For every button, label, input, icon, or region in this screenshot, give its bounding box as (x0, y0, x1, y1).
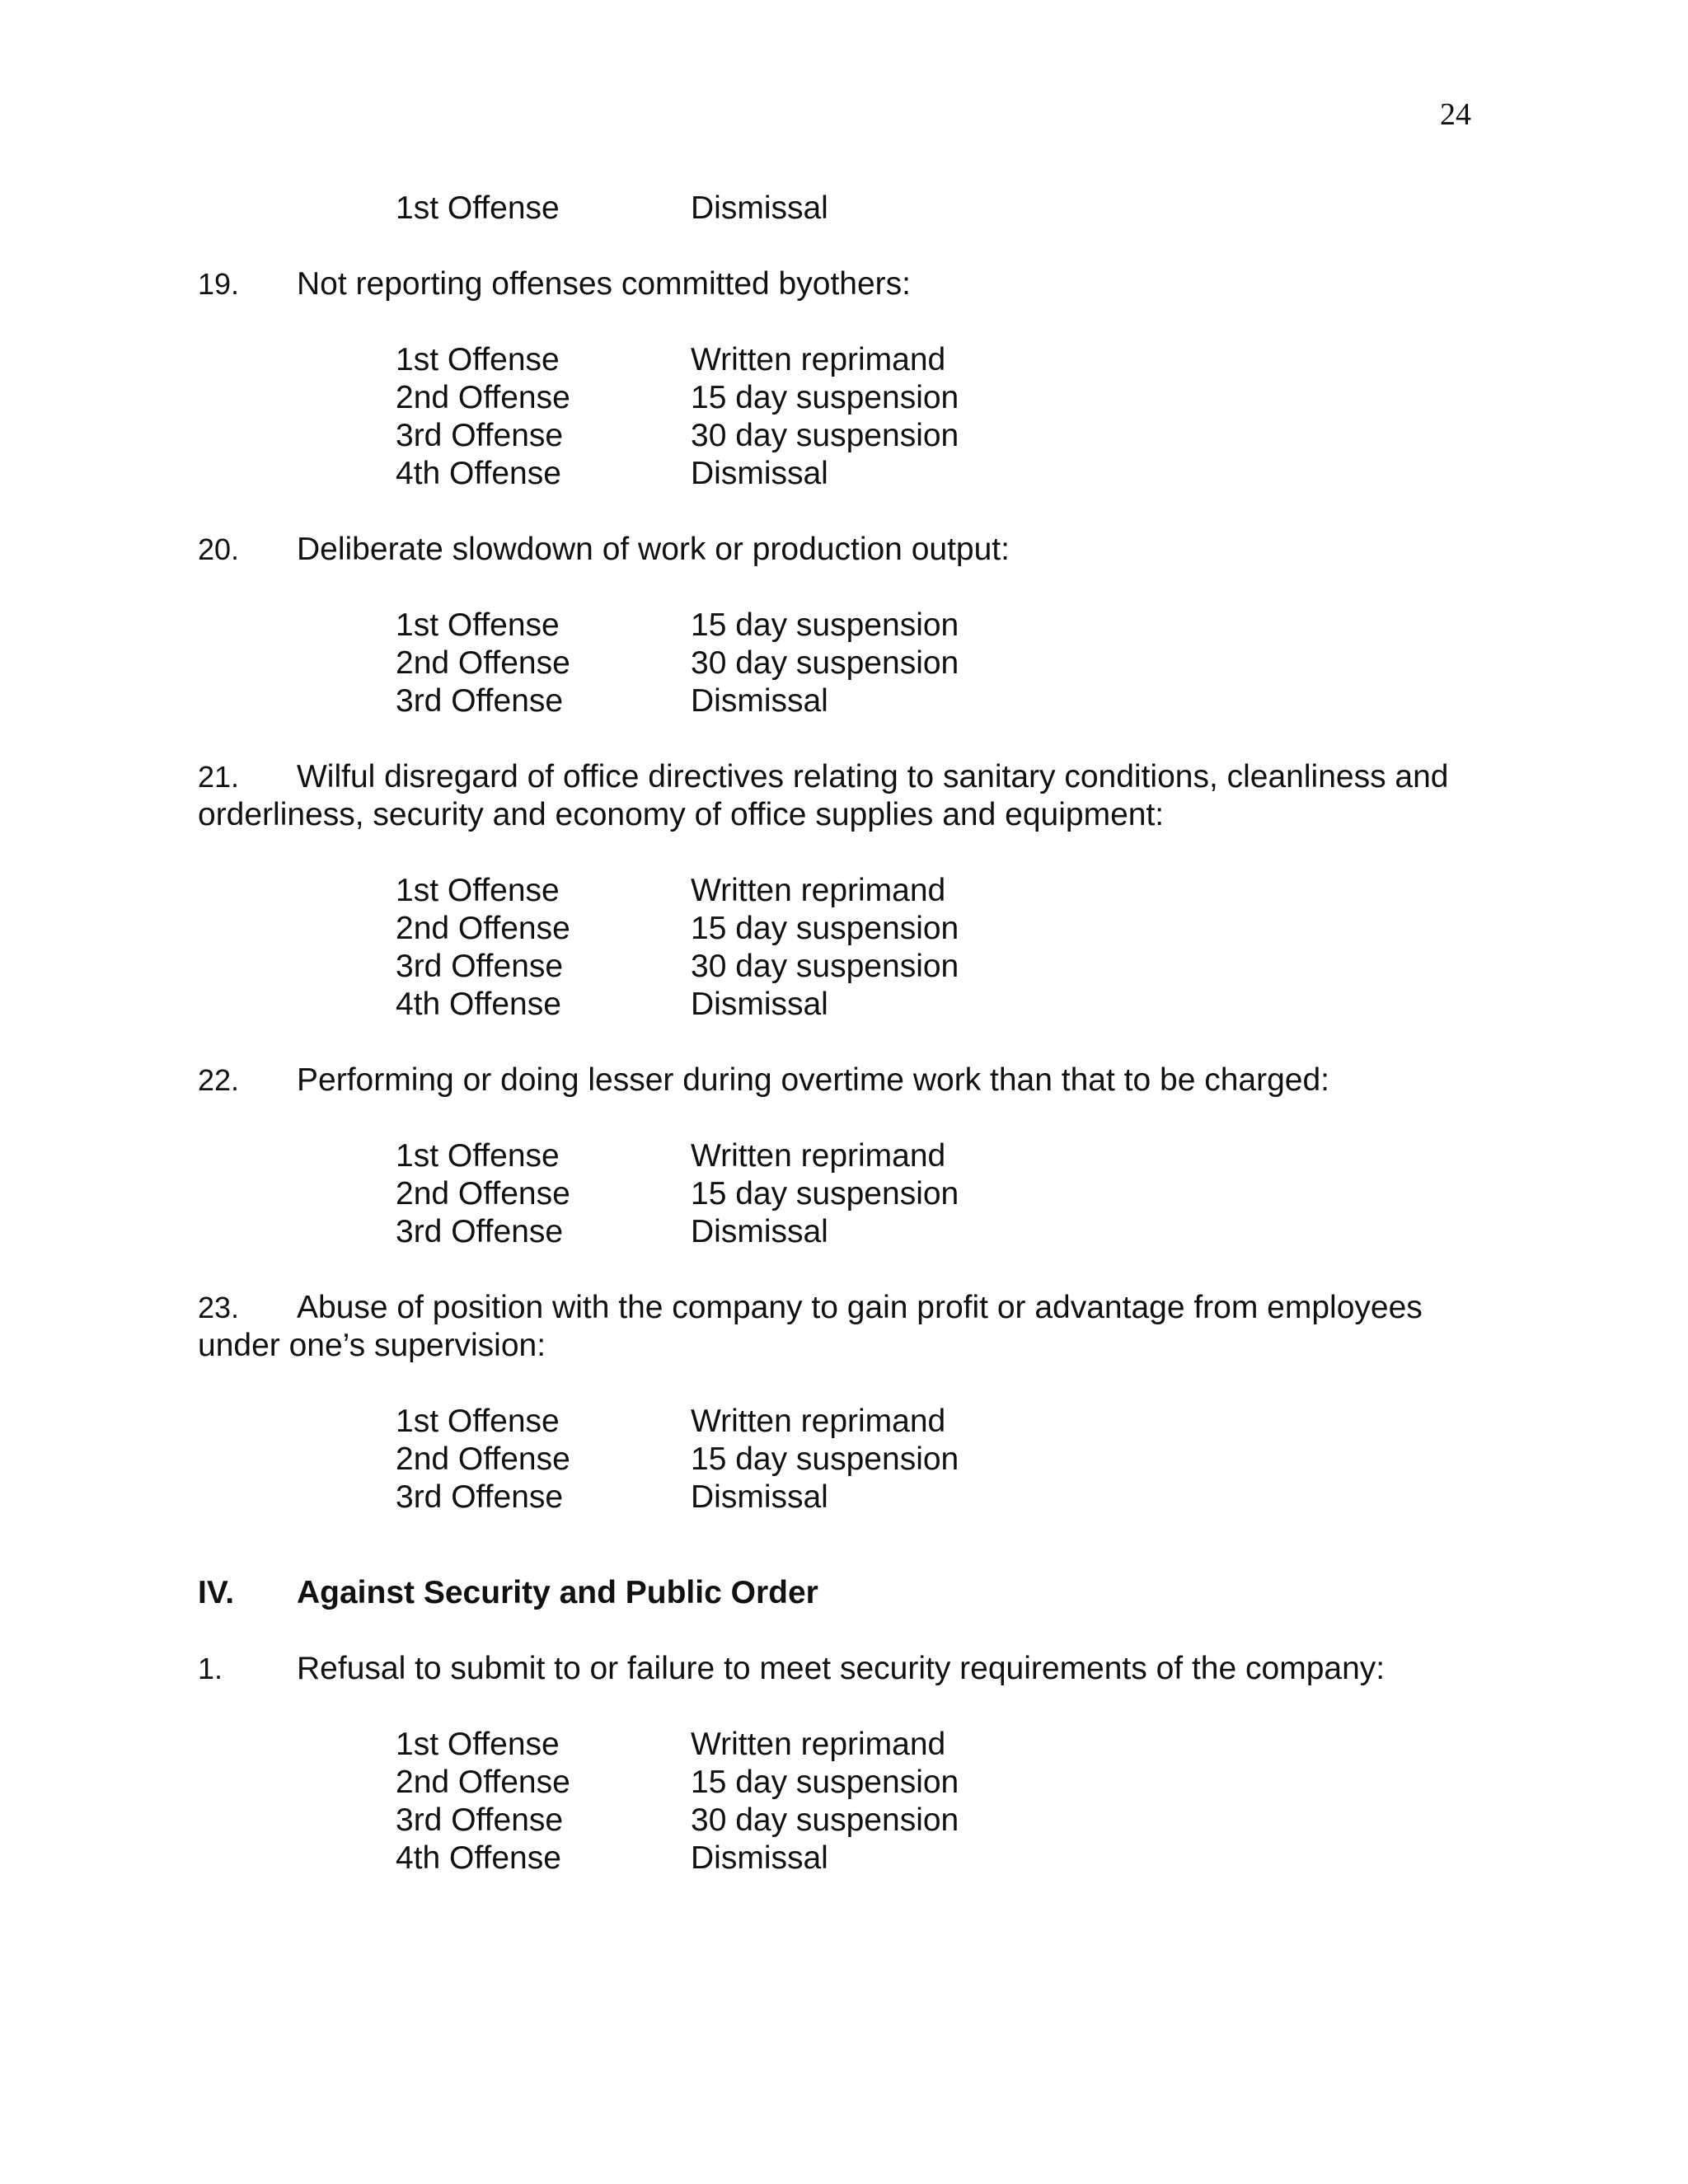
penalty: Dismissal (691, 1214, 828, 1249)
penalty: Dismissal (691, 683, 828, 719)
penalty: 15 day suspension (691, 1765, 959, 1800)
penalty: 30 day suspension (691, 1802, 959, 1838)
penalty-row (396, 341, 959, 379)
penalty-row (396, 607, 959, 644)
penalty: 15 day suspension (691, 380, 959, 415)
penalty-row (396, 455, 959, 493)
penalty: Written reprimand (691, 873, 946, 908)
penalty-row (396, 1403, 959, 1441)
offense-description (198, 1650, 1488, 1688)
item-number: 23. (198, 1291, 240, 1324)
penalty-row (396, 644, 959, 682)
item-text: Deliberate slowdown of work or production output: (297, 532, 1010, 567)
penalty-row (396, 1840, 959, 1877)
offense-description (198, 265, 1488, 303)
penalty: Written reprimand (691, 1404, 946, 1439)
penalty-table (396, 1403, 959, 1516)
offense-level: 2nd Offense (396, 1176, 570, 1212)
offense-description (198, 758, 1488, 834)
penalty: Dismissal (691, 456, 828, 491)
offense-level: 1st Offense (396, 1138, 560, 1174)
offense-item (198, 265, 1488, 493)
penalty-row (396, 948, 959, 986)
item-number: 19. (198, 267, 240, 301)
penalty: 30 day suspension (691, 949, 959, 984)
offense-description (198, 531, 1488, 569)
penalty-row (396, 1137, 959, 1175)
offense-level: 2nd Offense (396, 380, 570, 415)
offense-item (198, 1650, 1488, 1877)
offense-level: 4th Offense (396, 987, 561, 1022)
offense-level: 3rd Offense (396, 1802, 564, 1838)
penalty: 15 day suspension (691, 607, 959, 643)
section-title: Against Security and Public Order (297, 1575, 818, 1610)
offense-level: 1st Offense (396, 342, 560, 377)
penalty-row (396, 682, 959, 720)
penalty-table (396, 341, 959, 493)
section-numeral: IV. (198, 1575, 235, 1610)
offense-level: 1st Offense (396, 873, 560, 908)
item-text: Refusal to submit to or failure to meet security requirements of the company: (297, 1651, 1386, 1686)
offense-level: 1st Offense (396, 607, 560, 643)
item-text: Wilful disregard of office directives relating to sanitary conditions, cleanliness and orderliness, security and economy of office supplies and equipment: (198, 759, 1449, 832)
lead-penalty-row (396, 190, 1488, 227)
item-number: 1. (198, 1652, 223, 1685)
penalty-row (396, 1726, 959, 1764)
penalty-row (396, 872, 959, 910)
offense-level: 2nd Offense (396, 1441, 570, 1477)
penalty-row (396, 1479, 959, 1516)
offense-level: 2nd Offense (396, 645, 570, 681)
offense-item (198, 1289, 1488, 1516)
penalty-table (396, 607, 959, 720)
penalty: Dismissal (691, 1840, 828, 1876)
penalty-row (396, 1213, 959, 1251)
offense-level: 1st Offense (396, 1727, 560, 1762)
penalty-row (396, 1175, 959, 1213)
offense-description (198, 1289, 1488, 1365)
penalty: 30 day suspension (691, 645, 959, 681)
offense-level: 3rd Offense (396, 1479, 564, 1515)
penalty-table (396, 1726, 959, 1877)
item-number: 22. (198, 1063, 240, 1097)
item-number: 20. (198, 532, 240, 566)
penalty: Dismissal (691, 987, 828, 1022)
penalty: Dismissal (691, 190, 828, 226)
offense-item (198, 531, 1488, 720)
offense-level: 1st Offense (396, 190, 560, 226)
section-heading (198, 1574, 1488, 1612)
offense-level: 2nd Offense (396, 1765, 570, 1800)
item-text: Not reporting offenses committed byothers: (297, 266, 911, 302)
offense-items (198, 265, 1488, 1516)
penalty-table (396, 1137, 959, 1251)
penalty-row (396, 1441, 959, 1479)
penalty-row (396, 1802, 959, 1840)
penalty: 15 day suspension (691, 1441, 959, 1477)
offense-level: 1st Offense (396, 1404, 560, 1439)
document-body (198, 190, 1488, 1915)
offense-level: 4th Offense (396, 1840, 561, 1876)
offense-level: 3rd Offense (396, 418, 564, 453)
penalty: 15 day suspension (691, 911, 959, 946)
offense-item (198, 1062, 1488, 1251)
penalty-row (396, 417, 959, 455)
offense-description (198, 1062, 1488, 1099)
penalty: Written reprimand (691, 1727, 946, 1762)
item-number: 21. (198, 760, 240, 794)
penalty-row (396, 379, 959, 417)
offense-level: 4th Offense (396, 456, 561, 491)
penalty-row (396, 910, 959, 948)
penalty-row (396, 1764, 959, 1802)
item-text: Abuse of position with the company to gain profit or advantage from employees under one’s supervision: (198, 1290, 1423, 1363)
penalty: Written reprimand (691, 342, 946, 377)
penalty-table (396, 872, 959, 1024)
penalty-row (396, 986, 959, 1024)
section-offense-items (198, 1650, 1488, 1877)
offense-level: 2nd Offense (396, 911, 570, 946)
offense-level: 3rd Offense (396, 949, 564, 984)
offense-item (198, 758, 1488, 1024)
page-number: 24 (1440, 97, 1471, 132)
penalty: 15 day suspension (691, 1176, 959, 1212)
penalty: Written reprimand (691, 1138, 946, 1174)
penalty: Dismissal (691, 1479, 828, 1515)
offense-level: 3rd Offense (396, 1214, 564, 1249)
offense-level: 3rd Offense (396, 683, 564, 719)
item-text: Performing or doing lesser during overtime work than that to be charged: (297, 1062, 1329, 1098)
penalty: 30 day suspension (691, 418, 959, 453)
